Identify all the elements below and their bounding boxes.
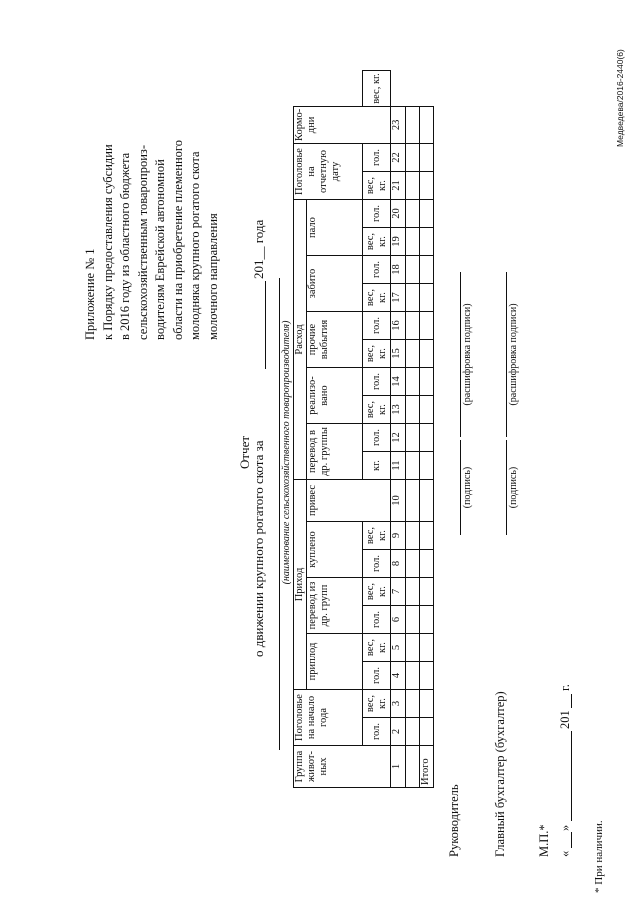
date-day-field[interactable] bbox=[571, 832, 572, 848]
subheader-weight: вес, кг. bbox=[363, 634, 391, 662]
date-suffix: г. bbox=[558, 684, 572, 691]
table-cell[interactable] bbox=[406, 144, 420, 172]
subheader-heads: гол. bbox=[363, 550, 391, 578]
accountant-signature-line[interactable] bbox=[506, 440, 507, 535]
subheader-weight: вес, кг. bbox=[363, 690, 391, 718]
column-number: 17 bbox=[391, 284, 406, 312]
table-row-blank bbox=[406, 71, 420, 788]
producer-caption: (наименование сельскохозяйственного товаропроизводителя) bbox=[281, 320, 292, 585]
report-year: 201__ года bbox=[251, 219, 266, 279]
table-cell[interactable] bbox=[406, 606, 420, 634]
report-title: Отчет bbox=[237, 435, 252, 470]
table-cell[interactable] bbox=[420, 718, 434, 746]
table-cell[interactable] bbox=[406, 172, 420, 200]
column-number: 4 bbox=[391, 662, 406, 690]
column-number: 13 bbox=[391, 396, 406, 424]
subheader-weight: вес, кг. bbox=[363, 172, 391, 200]
document-code: Медведева/2016-2440(6) bbox=[615, 49, 625, 147]
table-cell[interactable] bbox=[420, 480, 434, 522]
head-label: Руководитель bbox=[447, 784, 461, 857]
header-sold: реализо-вано bbox=[307, 368, 363, 424]
table-cell[interactable] bbox=[420, 368, 434, 396]
appendix-line: молодняка крупного рогатого скота bbox=[188, 151, 202, 340]
header-closing: Поголовье на отчетную дату bbox=[294, 144, 363, 200]
column-number: 14 bbox=[391, 368, 406, 396]
total-label: Итого bbox=[420, 746, 434, 788]
table-cell[interactable] bbox=[406, 662, 420, 690]
table-cell[interactable] bbox=[420, 144, 434, 172]
accountant-label: Главный бухгалтер (бухгалтер) bbox=[493, 691, 507, 857]
table-cell[interactable] bbox=[406, 312, 420, 340]
header-income: Приход bbox=[294, 480, 307, 690]
column-number: 2 bbox=[391, 718, 406, 746]
table-cell[interactable] bbox=[406, 200, 420, 228]
column-number: 16 bbox=[391, 312, 406, 340]
column-number: 19 bbox=[391, 228, 406, 256]
head-signature-caption: (подпись) bbox=[462, 466, 473, 509]
header-other-disposal: прочие выбытия bbox=[307, 312, 363, 368]
table-cell[interactable] bbox=[406, 480, 420, 522]
table-cell[interactable] bbox=[406, 522, 420, 550]
column-number: 7 bbox=[391, 578, 406, 606]
subheader-kg: кг. bbox=[363, 452, 391, 480]
subheader-weight: вес, кг. bbox=[363, 396, 391, 424]
table-cell[interactable] bbox=[420, 340, 434, 368]
table-cell[interactable] bbox=[406, 690, 420, 718]
table-cell[interactable] bbox=[406, 452, 420, 480]
period-blank-line[interactable] bbox=[265, 281, 266, 369]
date-open-quote: « bbox=[558, 850, 572, 857]
table-cell[interactable] bbox=[406, 718, 420, 746]
accountant-decoding-caption: (расшифровка подписи) bbox=[508, 303, 519, 406]
table-cell[interactable] bbox=[406, 634, 420, 662]
table-cell[interactable] bbox=[420, 396, 434, 424]
table-cell[interactable] bbox=[420, 690, 434, 718]
table-cell[interactable] bbox=[406, 746, 420, 788]
appendix-line: в 2016 году из областного бюджета bbox=[118, 152, 132, 340]
report-subtitle: о движении крупного рогатого скота за bbox=[251, 440, 266, 657]
column-number: 11 bbox=[391, 452, 406, 480]
column-number: 12 bbox=[391, 424, 406, 452]
date-month-field[interactable] bbox=[571, 731, 572, 821]
table-cell[interactable] bbox=[420, 452, 434, 480]
table-cell[interactable] bbox=[406, 550, 420, 578]
header-slaughtered: забито bbox=[307, 256, 363, 312]
table-row-total bbox=[420, 71, 434, 788]
table-cell[interactable] bbox=[420, 312, 434, 340]
accountant-signature-caption: (подпись) bbox=[508, 466, 519, 509]
header-fallen: пало bbox=[307, 200, 363, 256]
subheader-heads: гол. bbox=[363, 424, 391, 452]
column-number: 18 bbox=[391, 256, 406, 284]
table-cell[interactable] bbox=[406, 368, 420, 396]
subheader-heads: гол. bbox=[363, 200, 391, 228]
table-cell[interactable] bbox=[420, 550, 434, 578]
seal-label: М.П.* bbox=[537, 824, 551, 857]
table-cell[interactable] bbox=[420, 106, 434, 143]
table-cell[interactable] bbox=[420, 284, 434, 312]
table-cell[interactable] bbox=[406, 424, 420, 452]
subheader-weight: вес, кг. bbox=[363, 284, 391, 312]
appendix-line: к Порядку предоставления субсидии bbox=[100, 144, 115, 340]
header-opening: Поголовье на начало года bbox=[294, 690, 363, 746]
header-purchased: куплено bbox=[307, 522, 363, 578]
producer-name-field[interactable] bbox=[279, 278, 280, 750]
table-cell[interactable] bbox=[420, 578, 434, 606]
table-cell[interactable] bbox=[420, 228, 434, 256]
table-cell[interactable] bbox=[406, 340, 420, 368]
appendix-header bbox=[82, 140, 222, 340]
table-cell[interactable] bbox=[406, 106, 420, 143]
table-cell[interactable] bbox=[420, 200, 434, 228]
appendix-line: области на приобретение племенного bbox=[170, 140, 185, 340]
date-year: 201 bbox=[558, 710, 572, 729]
subheader-heads: гол. bbox=[363, 144, 391, 172]
head-decoding-caption: (расшифровка подписи) bbox=[462, 303, 473, 406]
subheader-heads: гол. bbox=[363, 312, 391, 340]
column-number-row bbox=[391, 71, 406, 788]
subheader-heads: гол. bbox=[363, 256, 391, 284]
subheader-weight: вес, кг. bbox=[363, 228, 391, 256]
column-number: 6 bbox=[391, 606, 406, 634]
column-number: 15 bbox=[391, 340, 406, 368]
date-year-field[interactable] bbox=[571, 694, 572, 708]
table-cell[interactable] bbox=[420, 634, 434, 662]
appendix-line: водителям Еврейской автономной bbox=[153, 159, 167, 340]
table-cell[interactable] bbox=[406, 284, 420, 312]
column-number: 22 bbox=[391, 144, 406, 172]
header-births: приплод bbox=[307, 634, 363, 690]
accountant-decoding-line[interactable] bbox=[506, 272, 507, 437]
head-signature-line[interactable] bbox=[460, 440, 461, 535]
subheader-weight: вес, кг. bbox=[363, 340, 391, 368]
livestock-movement-table bbox=[293, 70, 434, 788]
table-cell[interactable] bbox=[406, 228, 420, 256]
header-transfer-in: перевод из др. групп bbox=[307, 578, 363, 634]
column-number: 21 bbox=[391, 172, 406, 200]
subheader-heads: гол. bbox=[363, 718, 391, 746]
table-cell[interactable] bbox=[406, 396, 420, 424]
subheader-heads: гол. bbox=[363, 606, 391, 634]
column-number: 1 bbox=[391, 746, 406, 788]
table-cell[interactable] bbox=[420, 172, 434, 200]
appendix-line: молочного направления bbox=[205, 213, 220, 340]
column-number: 5 bbox=[391, 634, 406, 662]
column-number: 9 bbox=[391, 522, 406, 550]
column-number: 3 bbox=[391, 690, 406, 718]
column-number: 8 bbox=[391, 550, 406, 578]
table-cell[interactable] bbox=[420, 662, 434, 690]
header-transfer-out: перевод в др. группы bbox=[307, 424, 363, 480]
footnote: * При наличии. bbox=[593, 820, 605, 893]
table-cell[interactable] bbox=[406, 256, 420, 284]
head-decoding-line[interactable] bbox=[460, 272, 461, 437]
column-number: 10 bbox=[391, 480, 406, 522]
subheader-weight: вес, кг. bbox=[363, 578, 391, 606]
subheader-weight: вес, кг. bbox=[363, 71, 391, 107]
appendix-line: сельскохозяйственным товаропроиз- bbox=[135, 144, 150, 340]
column-number: 20 bbox=[391, 200, 406, 228]
subheader-heads: гол. bbox=[363, 368, 391, 396]
table-cell[interactable] bbox=[420, 256, 434, 284]
table-cell[interactable] bbox=[420, 424, 434, 452]
table-cell[interactable] bbox=[420, 522, 434, 550]
header-group: Группа живот-ных bbox=[294, 746, 391, 788]
header-gain: привес bbox=[307, 480, 391, 522]
subheader-heads: гол. bbox=[363, 662, 391, 690]
header-expense: Расход bbox=[294, 200, 307, 480]
date-close-quote: » bbox=[558, 824, 572, 831]
column-number: 23 bbox=[391, 106, 406, 143]
appendix-line: Приложение № 1 bbox=[83, 248, 97, 340]
table-cell[interactable] bbox=[406, 578, 420, 606]
table-cell[interactable] bbox=[420, 606, 434, 634]
subheader-weight: вес, кг. bbox=[363, 522, 391, 550]
header-feed-days: Кормо-дни bbox=[294, 106, 391, 143]
